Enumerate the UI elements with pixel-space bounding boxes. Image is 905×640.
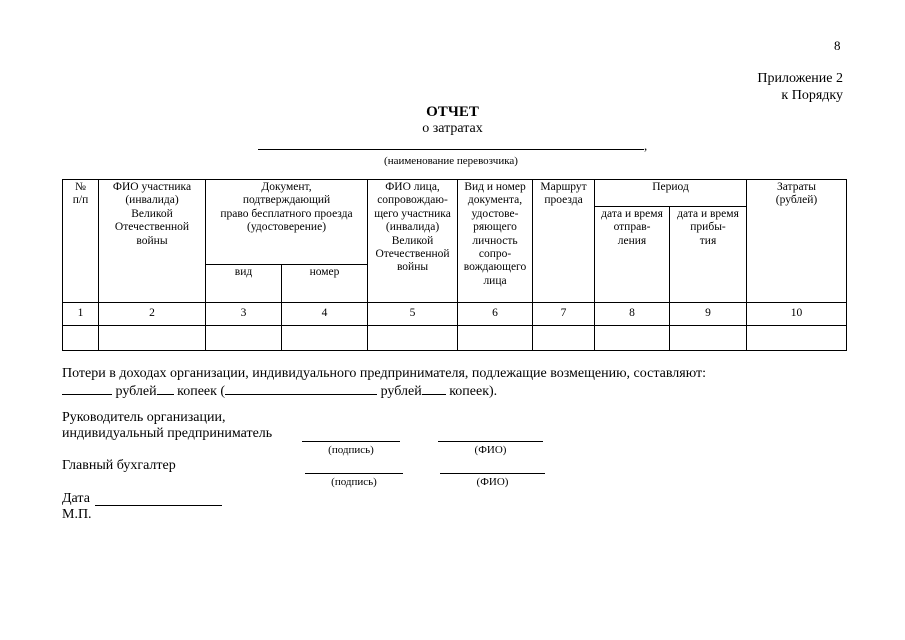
header-arrival-line: прибы- — [690, 221, 726, 234]
header-participant-line: ФИО участника — [112, 181, 192, 193]
header-companion-document-line: удостове- — [471, 207, 519, 220]
header-companion-document-line: вождающего — [463, 261, 527, 274]
appendix-reference — [757, 70, 843, 104]
header-companion-line: (инвалида) — [385, 221, 440, 234]
header-document-line: (удостоверение) — [246, 221, 327, 234]
head-label-line-1: Руководитель организации, — [62, 410, 226, 425]
rubles-in-words-label: рублей — [380, 384, 422, 399]
accountant-signature-caption: (подпись) — [331, 476, 377, 488]
header-num-line: № — [75, 181, 86, 193]
header-route-line: Маршрут — [540, 181, 587, 193]
column-number-row — [63, 303, 847, 326]
header-costs-line: Затраты — [776, 181, 817, 193]
table-cell[interactable] — [533, 326, 595, 351]
table-cell[interactable] — [595, 326, 670, 351]
header-route — [533, 180, 595, 303]
table-cell[interactable] — [282, 326, 368, 351]
header-participant — [99, 180, 206, 303]
date-label: Дата — [62, 491, 90, 506]
header-route-line: проезда — [544, 194, 583, 207]
header-document-line: подтверждающий — [242, 194, 331, 207]
column-number: 7 — [533, 303, 595, 326]
header-companion-document — [458, 180, 533, 303]
accountant-name-field[interactable] — [440, 472, 545, 474]
head-signature-caption: (подпись) — [328, 444, 374, 456]
kopecks-in-words-label: копеек). — [449, 384, 498, 399]
kopecks-label: копеек ( — [177, 384, 226, 399]
head-label-line-2: индивидуальный предприниматель — [62, 426, 273, 441]
header-companion-line: войны — [396, 261, 429, 274]
table-cell[interactable] — [747, 326, 847, 351]
carrier-caption: (наименование перевозчика) — [384, 155, 518, 167]
header-companion-line: Отечественной — [375, 248, 450, 261]
kopecks-in-words-field[interactable] — [422, 382, 446, 395]
kopecks-field[interactable] — [157, 382, 174, 395]
rubles-field[interactable] — [62, 382, 112, 395]
header-companion-document-line: Вид и номер — [464, 181, 526, 193]
document-subtitle: о затратах — [422, 121, 483, 136]
header-departure-line: ления — [617, 234, 647, 247]
column-number: 4 — [282, 303, 368, 326]
accountant-name-caption: (ФИО) — [476, 476, 509, 488]
header-companion-line: Великой — [391, 234, 434, 247]
header-num-line: п/п — [72, 194, 89, 207]
header-companion-document-line: лица — [483, 274, 507, 287]
header-participant-line: войны — [136, 234, 168, 247]
page-number: 8 — [834, 38, 841, 53]
header-participant-line: Великой — [131, 207, 173, 220]
header-companion-document-line: ряющего — [473, 221, 517, 234]
table-cell[interactable] — [368, 326, 458, 351]
head-name-field[interactable] — [438, 440, 543, 442]
column-number: 9 — [670, 303, 747, 326]
document-title: ОТЧЕТ — [426, 104, 479, 120]
report-table — [62, 179, 847, 351]
header-participant-line: Отечественной — [114, 221, 190, 234]
header-document-line: право бесплатного проезда — [220, 207, 353, 220]
header-companion-document-line: личность — [472, 234, 518, 247]
head-signature-field[interactable] — [302, 440, 400, 442]
table-cell[interactable] — [206, 326, 282, 351]
header-companion-document-line: сопро- — [478, 248, 512, 261]
header-costs-line: (рублей) — [775, 194, 818, 207]
chief-accountant-label: Главный бухгалтер — [62, 458, 176, 473]
appendix-line-2: к Порядку — [781, 88, 843, 103]
losses-statement: Потери в доходах организации, индивидуального предпринимателя, подлежащие возмещению, составляют: — [62, 366, 706, 381]
header-document-line: Документ, — [261, 181, 312, 193]
header-companion-document-line: документа, — [467, 194, 523, 207]
header-costs — [747, 180, 847, 303]
stamp-label: М.П. — [62, 507, 92, 522]
header-period: Период — [595, 180, 747, 207]
column-number: 2 — [99, 303, 206, 326]
header-arrival-line: дата и время — [677, 208, 739, 220]
table-cell[interactable] — [458, 326, 533, 351]
column-number: 3 — [206, 303, 282, 326]
appendix-line-1: Приложение 2 — [757, 71, 843, 86]
date-field[interactable] — [95, 504, 222, 506]
header-doc-type: вид — [206, 265, 282, 303]
header-participant-line: (инвалида) — [125, 194, 179, 207]
table-cell[interactable] — [99, 326, 206, 351]
header-companion-line: ФИО лица, — [385, 181, 440, 193]
header-doc-number: номер — [282, 265, 368, 303]
header-companion — [368, 180, 458, 303]
column-number: 6 — [458, 303, 533, 326]
table-row — [63, 326, 847, 351]
header-departure-line: дата и время — [601, 208, 663, 220]
losses-amount-line — [62, 382, 497, 400]
column-number: 10 — [747, 303, 847, 326]
rubles-label: рублей — [115, 384, 157, 399]
header-departure-line: отправ- — [613, 221, 651, 234]
header-arrival-line: тия — [699, 234, 717, 247]
accountant-signature-field[interactable] — [305, 472, 403, 474]
table-cell[interactable] — [670, 326, 747, 351]
carrier-name-field[interactable] — [258, 148, 644, 150]
header-arrival — [670, 207, 747, 303]
table-cell[interactable] — [63, 326, 99, 351]
rubles-in-words-field[interactable] — [225, 382, 377, 395]
column-number: 1 — [63, 303, 99, 326]
header-companion-line: щего участника — [374, 207, 451, 220]
carrier-comma: , — [644, 138, 648, 153]
header-departure — [595, 207, 670, 303]
header-num — [63, 180, 99, 303]
header-document — [206, 180, 368, 265]
head-name-caption: (ФИО) — [474, 444, 507, 456]
header-companion-line: сопровождаю- — [377, 194, 448, 207]
column-number: 8 — [595, 303, 670, 326]
column-number: 5 — [368, 303, 458, 326]
